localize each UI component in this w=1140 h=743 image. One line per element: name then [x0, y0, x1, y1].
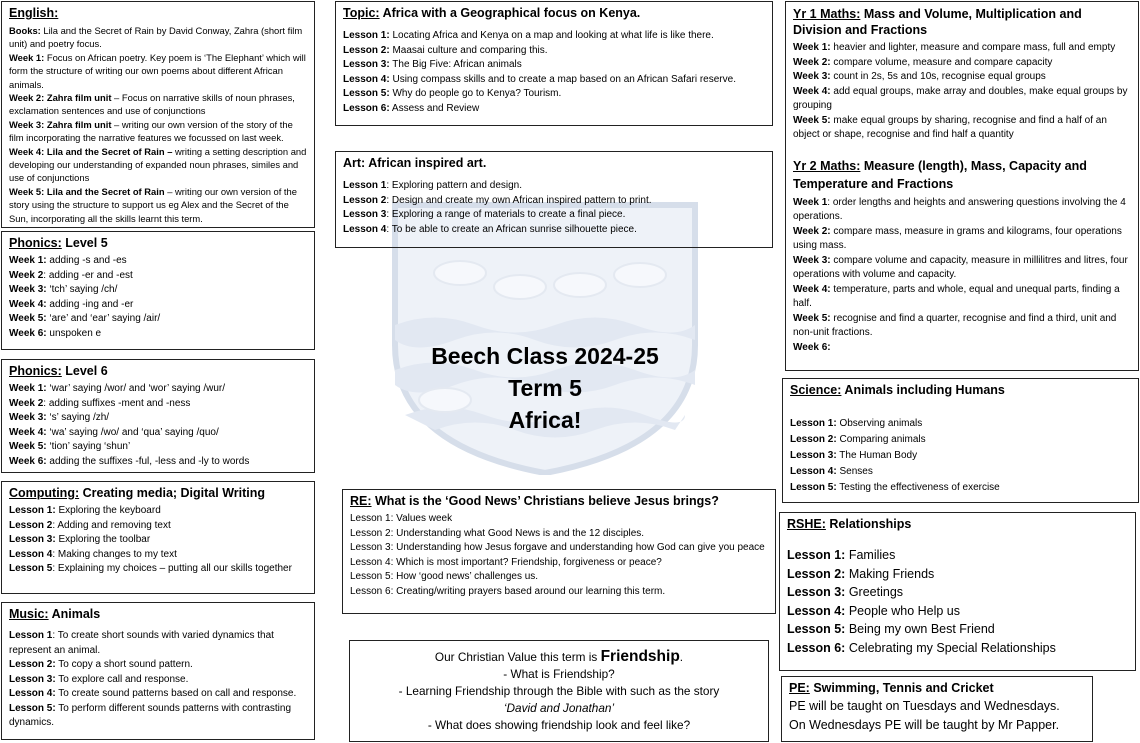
y1-maths-line: Week 1: heavier and lighter, measure and compare mass, full and empty: [793, 42, 1116, 53]
phonics-level5-box: [1, 231, 315, 350]
re-line: Lesson 5: How ‘good news’ challenges us.: [350, 571, 539, 582]
pe-line: On Wednesdays PE will be taught by Mr Papper.: [789, 717, 1060, 732]
topic-line: Lesson 6: Assess and Review: [343, 102, 480, 114]
re-heading: RE: What is the ‘Good News’ Christians believe Jesus brings?: [350, 494, 719, 508]
y2-maths-heading: Yr 2 Maths: Measure (length), Mass, Capacity and Temperature and Fractions: [793, 158, 1087, 191]
maths-box: [785, 1, 1139, 371]
topic-line: Lesson 1: Locating Africa and Kenya on a map and looking at what life is like there.: [343, 30, 714, 41]
art-box: [335, 151, 773, 248]
english-line: Week 1: Focus on African poetry. Key poem is ‘The Elephant’ which will form the structure of writing our own poems about different African animals.: [9, 51, 306, 90]
topic-line: Lesson 5: Why do people go to Kenya? Tourism.: [343, 88, 562, 99]
value-word: Friendship: [600, 648, 680, 665]
y2-maths-line: Week 6:: [793, 341, 831, 353]
art-line: Lesson 4: To be able to create an African sunrise silhouette piece.: [343, 223, 637, 235]
page-title-line2: Term 5: [508, 375, 582, 401]
pe-box: [781, 676, 1093, 742]
phonics6-line: Week 3: ‘s’ saying /zh/: [9, 412, 110, 423]
science-heading: Science: Animals including Humans: [790, 383, 1005, 397]
y2-maths-line: Week 5: recognise and find a quarter, recognise and find a third, unit and non-unit fractions.: [793, 312, 1117, 338]
phonics6-line: Week 6: adding the suffixes -ful, -less and -ly to words: [9, 455, 250, 467]
music-box: [1, 602, 315, 740]
page-title-line3: Africa!: [508, 407, 582, 433]
music-heading: Music: Animals: [9, 607, 101, 621]
computing-box: [1, 481, 315, 594]
y1-maths-line: Week 5: make equal groups by sharing, recognise and find a half of an object or shape, recognise and find half a quantity: [793, 114, 1107, 140]
page-title: [380, 340, 710, 436]
phonics5-line: Week 3: ‘tch’ saying /ch/: [9, 284, 118, 295]
page-title-line1: Beech Class 2024-25: [431, 343, 659, 369]
phonics5-line: Week 2: adding -er and -est: [9, 269, 133, 281]
music-line: Lesson 2: To copy a short sound pattern.: [9, 659, 193, 670]
rshe-heading: RSHE: Relationships: [787, 517, 912, 531]
re-line: Lesson 3: Understanding how Jesus forgave and understanding how God can give you peace: [350, 542, 765, 553]
computing-heading: Computing: Creating media; Digital Writing: [9, 486, 266, 500]
topic-line: Lesson 3: The Big Five: African animals: [343, 59, 522, 70]
rshe-line: Lesson 4: People who Help us: [787, 603, 961, 618]
rshe-line: Lesson 2: Making Friends: [787, 566, 935, 581]
phonics5-line: Week 5: ‘are’ and ‘ear’ saying /air/: [9, 313, 161, 324]
science-line: Lesson 5: Testing the effectiveness of exercise: [790, 482, 1000, 493]
english-lines: [9, 24, 307, 225]
music-line: Lesson 4: To create sound patterns based on call and response.: [9, 688, 297, 699]
y1-maths-line: Week 2: compare volume, measure and compare capacity: [793, 56, 1053, 68]
phonics-level6-box: [1, 359, 315, 473]
y2-maths-line: Week 1: order lengths and heights and answering questions involving the 4 operations.: [793, 196, 1126, 222]
y2-maths-line: Week 3: compare volume and capacity, measure in millilitres and litres, four operations with volume and capacity.: [793, 254, 1128, 280]
art-line: Lesson 1: Exploring pattern and design.: [343, 180, 523, 191]
phonics5-line: Week 4: adding -ing and -er: [9, 298, 134, 310]
english-box: [1, 1, 315, 228]
english-heading: English:: [9, 6, 59, 20]
y1-maths-line: Week 4: add equal groups, make array and doubles, make equal groups by grouping: [793, 85, 1128, 111]
science-line: Lesson 4: Senses: [790, 466, 873, 477]
rshe-line: Lesson 3: Greetings: [787, 585, 904, 599]
computing-line: Lesson 5: Explaining my choices – putting all our skills together: [9, 563, 292, 574]
topic-box: [335, 1, 773, 126]
y1-maths-heading: Yr 1 Maths: Mass and Volume, Multiplication and Division and Fractions: [793, 7, 1082, 37]
art-line: Lesson 2: Design and create my own African inspired pattern to print.: [343, 194, 652, 206]
re-box: [342, 489, 776, 614]
english-line: Books: Lila and the Secret of Rain by David Conway, Zahra (short film unit) and poetry focus.: [9, 25, 303, 50]
phonics6-line: Week 1: ‘war’ saying /wor/ and ‘wor’ saying /wur/: [9, 383, 226, 394]
science-line: Lesson 1: Observing animals: [790, 418, 923, 429]
phonics5-line: Week 1: adding -s and -es: [9, 255, 127, 266]
art-line: Lesson 3: Exploring a range of materials to create a final piece.: [343, 209, 626, 220]
phonics-level6-heading: Phonics: Level 6: [9, 364, 108, 378]
christian-value-box: [349, 640, 769, 742]
value-line: - Learning Friendship through the Bible with such as the story: [398, 684, 720, 698]
pe-heading: PE: Swimming, Tennis and Cricket: [789, 681, 994, 695]
value-line: ‘David and Jonathan’: [503, 701, 615, 715]
phonics-level5-heading: Phonics: Level 5: [9, 236, 108, 250]
english-line: Week 2: Zahra film unit – Focus on narrative skills of noun phrases, exclamation sentences and use of conjunctions: [9, 92, 295, 117]
science-line: Lesson 2: Comparing animals: [790, 434, 926, 445]
rshe-line: Lesson 6: Celebrating my Special Relationships: [787, 640, 1056, 655]
english-line: Week 3: Zahra film unit – writing our own version of the story of the film incorporating the narrative features we focussed on last week.: [9, 118, 293, 144]
pe-line: PE will be taught on Tuesdays and Wednesdays.: [789, 699, 1060, 713]
computing-line: Lesson 3: Exploring the toolbar: [9, 534, 151, 545]
value-line: - What does showing friendship look and feel like?: [427, 718, 691, 732]
re-line: Lesson 6: Creating/writing prayers based around our learning this term.: [350, 585, 666, 597]
music-line: Lesson 3: To explore call and response.: [9, 673, 189, 685]
re-line: Lesson 2: Understanding what Good News is and the 12 disciples.: [350, 527, 645, 539]
computing-line: Lesson 4: Making changes to my text: [9, 548, 177, 560]
music-line: Lesson 1: To create short sounds with varied dynamics that represent an animal.: [9, 630, 274, 656]
english-line: Week 4: Lila and the Secret of Rain – writing a setting description and developing our understanding of expanded noun phrases, similes and use of conjunctions: [9, 145, 307, 184]
phonics6-line: Week 5: ‘tion’ saying ‘shun’: [9, 441, 131, 452]
music-line: Lesson 5: To perform different sounds patterns with contrasting dynamics.: [9, 702, 291, 728]
value-line: - What is Friendship?: [503, 667, 615, 681]
rshe-box: [779, 512, 1136, 671]
re-line: Lesson 1: Values week: [350, 513, 453, 524]
rshe-line: Lesson 1: Families: [787, 548, 896, 562]
topic-heading: Topic: Africa with a Geographical focus on Kenya.: [343, 6, 641, 20]
science-box: [782, 378, 1139, 503]
phonics6-line: Week 4: ‘wa’ saying /wo/ and ‘qua’ saying /quo/: [9, 426, 219, 438]
y2-maths-line: Week 2: compare mass, measure in grams and kilograms, four operations using mass.: [793, 225, 1122, 251]
computing-line: Lesson 2: Adding and removing text: [9, 519, 171, 531]
science-line: Lesson 3: The Human Body: [790, 450, 918, 461]
topic-line: Lesson 4: Using compass skills and to create a map based on an African Safari reserve.: [343, 73, 736, 85]
computing-line: Lesson 1: Exploring the keyboard: [9, 505, 161, 516]
english-line: Week 5: Lila and the Secret of Rain – writing our own version of the story using the structure to support us eg Alex and the Secret of the Sun, incorporating all the skills learnt this term.: [9, 185, 297, 224]
rshe-line: Lesson 5: Being my own Best Friend: [787, 622, 995, 636]
re-line: Lesson 4: Which is most important? Friendship, forgiveness or peace?: [350, 556, 662, 568]
art-heading: Art: African inspired art.: [343, 156, 487, 170]
phonics6-line: Week 2: adding suffixes -ment and -ness: [9, 397, 191, 409]
phonics5-line: Week 6: unspoken e: [9, 327, 102, 339]
topic-line: Lesson 2: Maasai culture and comparing this.: [343, 44, 548, 56]
value-intro: Our Christian Value this term is Friendship.: [434, 648, 684, 665]
y2-maths-line: Week 4: temperature, parts and whole, equal and unequal parts, finding a half.: [793, 283, 1120, 309]
y1-maths-line: Week 3: count in 2s, 5s and 10s, recognise equal groups: [793, 71, 1046, 82]
